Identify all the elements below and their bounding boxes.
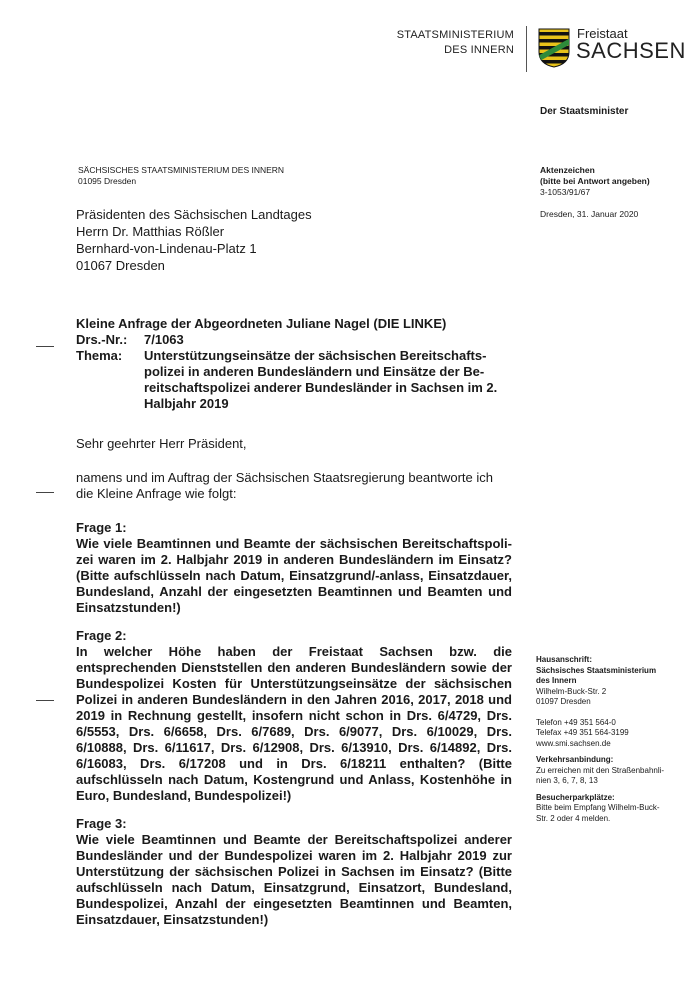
drs-label: Drs.-Nr.: — [76, 332, 128, 347]
punch-mark — [36, 700, 54, 701]
freistaat-label: Freistaat — [577, 26, 628, 41]
from-role: Der Staatsminister — [540, 106, 629, 117]
ministry-line-2: DES INNERN — [444, 44, 514, 56]
reference-label: Aktenzeichen — [540, 165, 595, 175]
recipient-line-2: Herrn Dr. Matthias Rößler — [76, 224, 225, 239]
recipient-address — [76, 206, 312, 274]
transport-line-1: Zu erreichen mit den Straßenbahnli- — [536, 765, 665, 775]
address-org-2: des Innern — [536, 676, 577, 685]
question-2 — [76, 628, 512, 804]
recipient-line-3: Bernhard-von-Lindenau-Platz 1 — [76, 241, 257, 256]
question-text: Wie viele Beamtinnen und Beamte der sächsischen Bereitschaftspolizei waren im 2. Halbjahr 2019 in anderen Bundesländern im Einsatz? (Bitte aufschlüsseln nach Datum, Einsatzgrund/-anlass, Einsatzdauer, Bundesland, Anzahl der eingesetzten Beamtinnen und Beamten und Einsatzstunden!) — [76, 536, 512, 615]
transport-title: Verkehrsanbindung: — [536, 755, 614, 764]
ministry-line-1: STAATSMINISTERIUM — [396, 29, 514, 41]
salutation: Sehr geehrter Herr Präsident, — [76, 436, 247, 451]
recipient-line-4: 01067 Dresden — [76, 258, 165, 273]
letter-body — [76, 436, 512, 940]
address-org-1: Sächsisches Staatsministerium — [536, 665, 657, 675]
subject-line: Kleine Anfrage der Abgeordneten Juliane Nagel (DIE LINKE) — [76, 316, 447, 331]
logo-divider — [526, 26, 527, 72]
question-text: In welcher Höhe haben der Freistaat Sachsen bzw. die entsprechenden Dienststellen den anderen Bundesländern sowie der Bundespolizei Kosten für Unterstützungseinsätze der sächsischen Polizei in anderen Bundesländern in den Jahren 2016, 2017, 2018 und 2019 in Rechnung gestellt, insofern nicht schon in Drs. 6/4729, Drs. 6/5553, Drs. 6/6658, Drs. 6/7689, Drs. 6/9077, Drs. 6/10029, Drs. 6/10888, Drs. 6/11617, Drs. 6/12908, Drs. 6/13910, Drs. 6/14892, Drs. 6/16083, Drs. 6/17208 und in Drs. 6/18211 enthalten? (Bitte aufschlüsseln nach Datum, Kostengrund und Anlass, Kostenhöhe in Euro, Bundesland, Bundespolizei!) — [76, 644, 512, 803]
drs-value: 7/1063 — [144, 332, 184, 347]
parking-title: Besucherparkplätze: — [536, 792, 615, 802]
intro-paragraph: namens und im Auftrag der Sächsischen Staatsregierung beantworte ich die Kleine Anfrage wie folgt: — [76, 470, 493, 501]
fax: Telefax +49 351 564-3199 — [536, 728, 629, 737]
address-title: Hausanschrift: — [536, 655, 593, 664]
thema-row — [76, 348, 516, 412]
sender-line-1: SÄCHSISCHES STAATSMINISTERIUM DES INNERN — [78, 165, 285, 175]
fold-mark — [36, 346, 54, 347]
drs-row — [76, 332, 516, 348]
address-city: 01097 Dresden — [536, 697, 591, 706]
parking-line-2: Str. 2 oder 4 melden. — [536, 813, 611, 823]
thema-value: Unterstützungseinsätze der sächsischen Bereitschaftspolizei in anderen Bundesländern und Einsätze der Bereitschaftspolizei anderer Bundesländer in Sachsen im 2. Halbjahr 2019 — [144, 348, 498, 411]
coat-of-arms-icon — [538, 28, 570, 68]
reference-block — [540, 165, 650, 198]
question-3 — [76, 816, 512, 928]
ministry-name — [380, 28, 514, 58]
sender-line-2: 01095 Dresden — [78, 176, 137, 186]
sachsen-label: SACHSEN — [576, 38, 686, 63]
question-text: Wie viele Beamtinnen und Beamte der Bereitschaftspolizei anderer Bundesländer und der Bundespolizei waren im 2. Halbjahr 2019 zur Unterstützung der sächsischen Polizei in Sachsen im Einsatz? (Bitte aufschlüsseln nach Datum, Einsatzgrund, Einsatzort, Bundesland, Bundespolizei, Anzahl der eingesetzten Beamtinnen und Beamten, Einsatzdauer, Einsatzstunden!) — [76, 832, 512, 927]
side-info — [536, 655, 676, 824]
recipient-line-1: Präsidenten des Sächsischen Landtages — [76, 207, 312, 222]
question-title: Frage 2: — [76, 628, 127, 643]
letter-date: Dresden, 31. Januar 2020 — [540, 209, 639, 219]
website: www.smi.sachsen.de — [536, 738, 611, 748]
sender-address — [78, 165, 284, 187]
question-title: Frage 1: — [76, 520, 127, 535]
phone: Telefon +49 351 564-0 — [536, 717, 616, 727]
question-1 — [76, 520, 512, 616]
fold-mark — [36, 492, 54, 493]
subject-block — [76, 316, 516, 412]
reference-hint: (bitte bei Antwort angeben) — [540, 176, 650, 186]
thema-label: Thema: — [76, 348, 123, 363]
address-street: Wilhelm-Buck-Str. 2 — [536, 686, 607, 696]
reference-number: 3-1053/91/67 — [540, 187, 591, 197]
parking-line-1: Bitte beim Empfang Wilhelm-Buck- — [536, 803, 660, 812]
question-title: Frage 3: — [76, 816, 127, 831]
transport-line-2: nien 3, 6, 7, 8, 13 — [536, 776, 598, 785]
